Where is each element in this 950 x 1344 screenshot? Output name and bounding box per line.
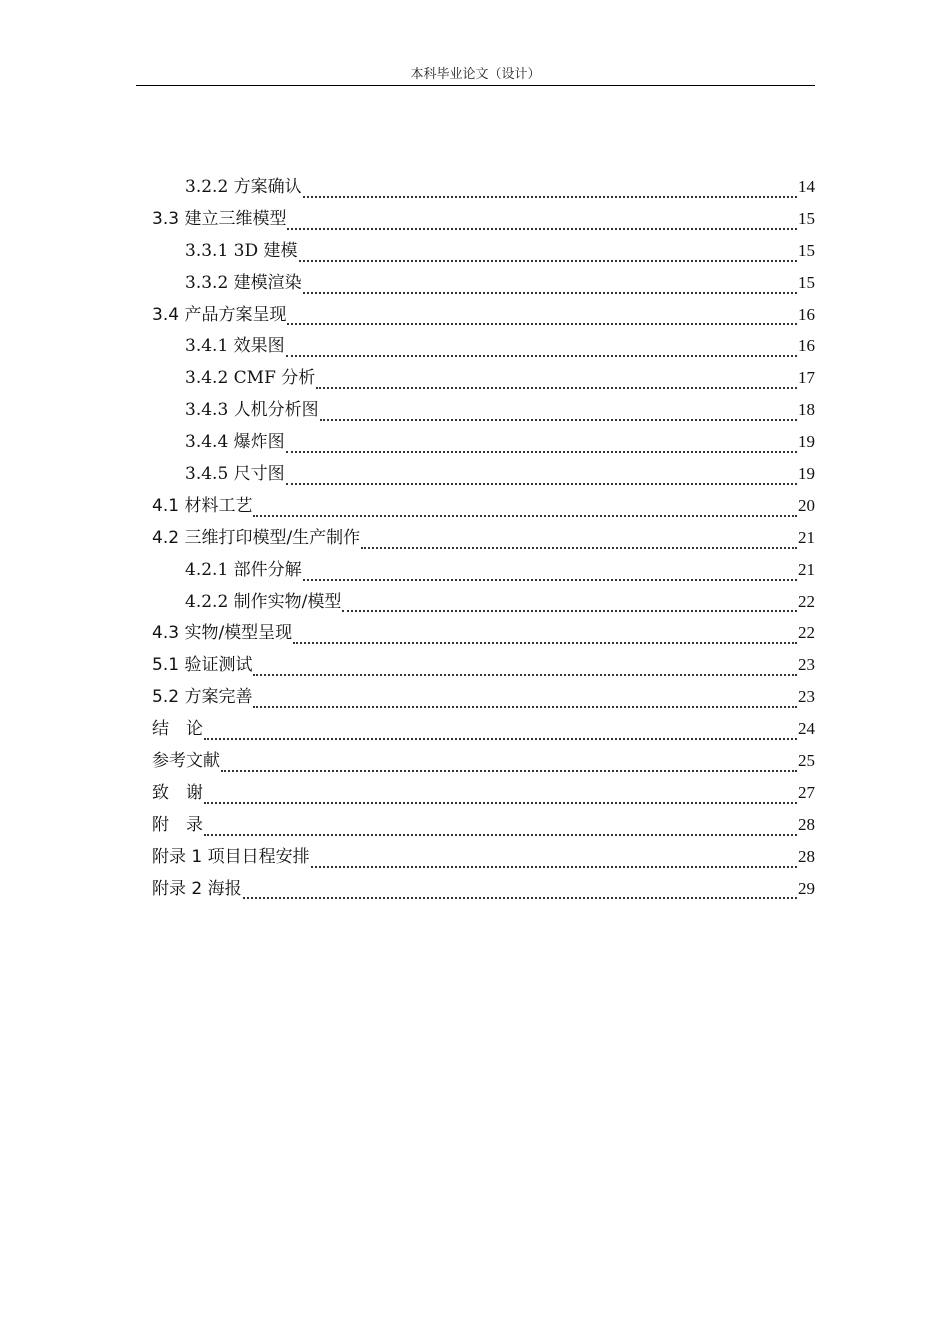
toc-entry-page: 15	[798, 272, 815, 292]
toc-dot-leader	[204, 738, 797, 740]
toc-entry-page: 25	[798, 751, 815, 771]
toc-entry-page: 15	[798, 240, 815, 260]
toc-entry-title: 5.1 验证测试	[152, 655, 253, 676]
toc-dot-leader	[303, 196, 797, 198]
toc-entry-title: 致 谢	[152, 782, 203, 803]
toc-entry-page: 28	[798, 846, 815, 866]
toc-entry-title: 附录 1 项目日程安排	[152, 846, 310, 867]
toc-dot-leader	[287, 323, 797, 325]
toc-dot-leader	[299, 260, 797, 262]
toc-entry-page: 29	[798, 878, 815, 898]
toc-entry[interactable]	[152, 363, 815, 395]
toc-entry-title: 3.4.5 尺寸图	[185, 464, 285, 485]
toc-entry[interactable]	[152, 523, 815, 555]
toc-entry[interactable]	[152, 778, 815, 810]
toc-entry-title: 4.3 实物/模型呈现	[152, 623, 293, 644]
toc-dot-leader	[361, 547, 797, 549]
header-rule	[136, 85, 815, 86]
toc-entry[interactable]	[152, 650, 815, 682]
toc-dot-leader	[286, 451, 797, 453]
toc-entry[interactable]	[152, 682, 815, 714]
toc-entry-title: 3.3.2 建模渲染	[185, 272, 302, 293]
toc-entry-title: 3.4.4 爆炸图	[185, 432, 285, 453]
toc-entry[interactable]	[152, 204, 815, 236]
toc-entry[interactable]	[152, 714, 815, 746]
toc-dot-leader	[204, 802, 797, 804]
toc-dot-leader	[293, 642, 797, 644]
toc-entry[interactable]	[152, 236, 815, 268]
toc-dot-leader	[221, 770, 797, 772]
toc-dot-leader	[253, 674, 797, 676]
toc-entry[interactable]	[152, 331, 815, 363]
toc-entry[interactable]	[152, 300, 815, 332]
toc-dot-leader	[316, 387, 797, 389]
toc-entry-title: 附 录	[152, 814, 203, 835]
toc-dot-leader	[286, 483, 797, 485]
toc-entry[interactable]	[152, 459, 815, 491]
toc-entry[interactable]	[152, 842, 815, 874]
toc-entry[interactable]	[152, 268, 815, 300]
toc-entry[interactable]	[152, 618, 815, 650]
toc-entry-page: 18	[798, 400, 815, 420]
toc-dot-leader	[253, 706, 797, 708]
toc-entry-title: 4.2.2 制作实物/模型	[185, 591, 342, 612]
toc-entry-title: 3.4.2 CMF 分析	[185, 368, 316, 389]
toc-entry-page: 22	[798, 623, 815, 643]
toc-entry-page: 23	[798, 655, 815, 675]
toc-entry-title: 3.3 建立三维模型	[152, 208, 287, 229]
toc-entry-title: 4.1 材料工艺	[152, 495, 253, 516]
toc-entry-title: 4.2.1 部件分解	[185, 559, 302, 580]
toc-entry-title: 5.2 方案完善	[152, 687, 253, 708]
toc-entry[interactable]	[152, 810, 815, 842]
toc-entry-page: 19	[798, 464, 815, 484]
toc-entry-page: 28	[798, 814, 815, 834]
toc-entry[interactable]	[152, 555, 815, 587]
toc-entry[interactable]	[152, 491, 815, 523]
toc-entry-title: 3.4 产品方案呈现	[152, 304, 287, 325]
toc-entry[interactable]	[152, 427, 815, 459]
toc-entry-title: 附录 2 海报	[152, 878, 242, 899]
toc-entry-title: 3.4.3 人机分析图	[185, 400, 319, 421]
toc-entry-title: 3.3.1 3D 建模	[185, 240, 298, 261]
toc-entry-page: 27	[798, 782, 815, 802]
toc-dot-leader	[320, 419, 797, 421]
toc-dot-leader	[253, 515, 797, 517]
toc-entry[interactable]	[152, 587, 815, 619]
toc-dot-leader	[287, 228, 797, 230]
toc-dot-leader	[311, 866, 797, 868]
toc-entry-page: 16	[798, 336, 815, 356]
page-header: 本科毕业论文（设计）	[410, 67, 541, 82]
toc-entry-page: 17	[798, 368, 815, 388]
toc-entry[interactable]	[152, 746, 815, 778]
toc-entry[interactable]	[152, 395, 815, 427]
toc-entry-title: 3.4.1 效果图	[185, 336, 285, 357]
toc-dot-leader	[286, 355, 797, 357]
toc-entry-title: 参考文献	[152, 751, 220, 772]
toc-entry-page: 21	[798, 559, 815, 579]
toc-entry-page: 14	[798, 177, 815, 196]
toc-dot-leader	[243, 897, 797, 899]
toc-entry[interactable]	[152, 172, 815, 204]
toc-entry-page: 15	[798, 208, 815, 228]
toc-entry-page: 21	[798, 527, 815, 547]
toc-dot-leader	[204, 834, 797, 836]
toc-entry-page: 23	[798, 687, 815, 707]
table-of-contents	[152, 172, 815, 905]
toc-entry-page: 20	[798, 495, 815, 515]
toc-entry-page: 24	[798, 719, 815, 739]
toc-entry-title: 4.2 三维打印模型/生产制作	[152, 527, 361, 548]
toc-dot-leader	[303, 579, 797, 581]
toc-entry-title: 结 论	[152, 719, 203, 740]
toc-entry-page: 19	[798, 432, 815, 452]
toc-entry-title: 3.2.2 方案确认	[185, 177, 302, 197]
toc-dot-leader	[303, 292, 797, 294]
toc-entry-page: 22	[798, 591, 815, 611]
toc-entry-page: 16	[798, 304, 815, 324]
toc-dot-leader	[342, 610, 797, 612]
toc-entry[interactable]	[152, 874, 815, 906]
